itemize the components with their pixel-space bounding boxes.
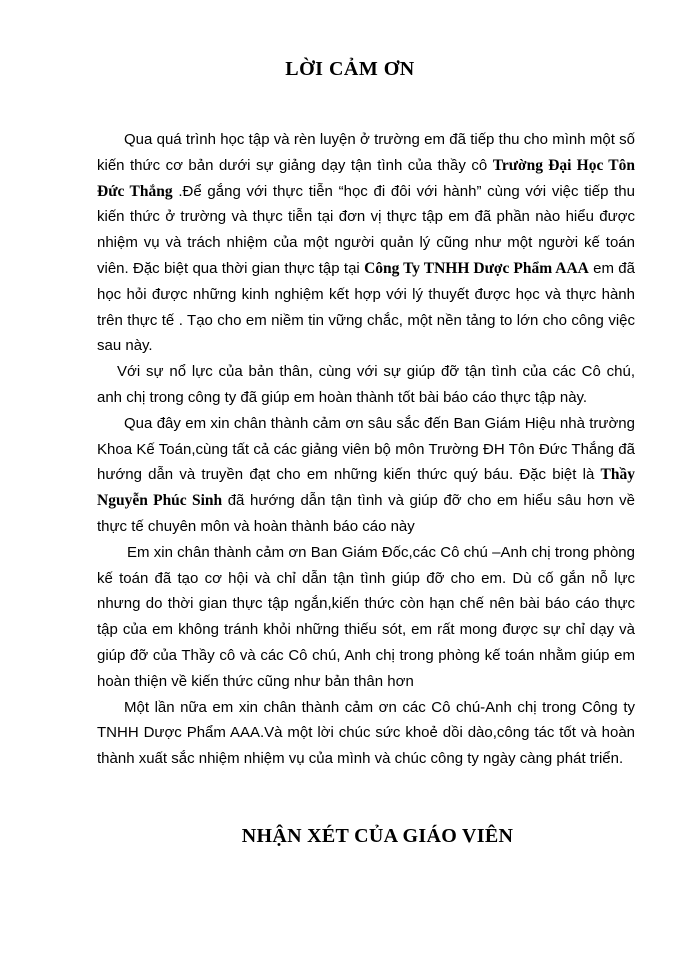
paragraph-3 bbox=[97, 411, 635, 540]
paragraph-1-text-3: em đã học hỏi được những kinh nghiệm kết hợp với lý thuyết được học và thực hành trên thực tế . Tạo cho em niềm tin vững chắc, một nền tảng to lớn cho công việc sau này. bbox=[97, 259, 635, 355]
paragraph-4-text: Em xin chân thành cảm ơn Ban Giám Đốc,các Cô chú –Anh chị trong phòng kế toán đã tạo cơ hội và chỉ dẫn tận tình giúp đỡ cho em. Dù cố gắn nỗ lực nhưng do thời gian thực tập ngắn,kiến thức còn hạn chế nên bài báo cáo thực tập của em không tránh khỏi những thiếu sót, em rất mong được sự chỉ dạy và giúp đỡ của Thầy cô và các Cô chú, Anh chị trong phòng kế toán nhằm giúp em hoàn thiện về kiến thức cũng như bản thân hơn bbox=[97, 543, 635, 690]
paragraph-3-text-1: Qua đây em xin chân thành cảm ơn sâu sắc đến Ban Giám Hiệu nhà trường Khoa Kế Toán,cùng tất cả các giảng viên bộ môn Trường ĐH Tôn Đức Thắng đã hướng dẫn và truyền đạt cho em những kiến thức quý báu. Đặc biệt là bbox=[97, 414, 635, 484]
paragraph-2-text: Với sự nổ lực của bản thân, cùng với sự giúp đỡ tận tình của các Cô chú, anh chị trong công ty đã giúp em hoàn thành tốt bài báo cáo thực tập này. bbox=[97, 363, 635, 406]
paragraph-1-text-2: .Để gắng với thực tiễn “học đi đôi với hành” cùng với việc tiếp thu kiến thức ở trường và thực tiễn tại đơn vị thực tập em đã phần nào hiểu được nhiệm vụ và trách nhiệm của một người quản lý cũng như một người kế toán viên. Đặc biệt qua thời gian thực tập tại bbox=[97, 182, 635, 277]
section-title-teacher-review: NHẬN XÉT CỦA GIÁO VIÊN bbox=[241, 825, 514, 847]
company-name: Công Ty TNHH Dược Phẩm AAA bbox=[364, 259, 589, 277]
paragraph-5 bbox=[97, 695, 635, 772]
university-name: Trường Đại Học Tôn Đức Thắng bbox=[97, 156, 636, 200]
paragraph-2 bbox=[97, 359, 635, 411]
teacher-name: Thầy Nguyễn Phúc Sinh bbox=[97, 466, 635, 510]
paragraph-3-text-2: đã hướng dẫn tận tình và giúp đỡ cho em hiểu sâu hơn về thực tế chuyên môn và hoàn thành báo cáo này bbox=[97, 492, 635, 535]
paragraph-4 bbox=[97, 540, 635, 695]
paragraph-1-text-1: Qua quá trình học tập và rèn luyện ở trường em đã tiếp thu cho mình một số kiến thức cơ bản dưới sự giảng dạy tận tình của thầy cô bbox=[97, 131, 635, 174]
paragraph-5-text: Một lần nữa em xin chân thành cảm ơn các Cô chú-Anh chị trong Công ty TNHH Dược Phẩm AAA.Và một lời chúc sức khoẻ dồi dào,công tác tốt và hoàn thành xuất sắc nhiệm nhiệm vụ của mình và chúc công ty ngày càng phát triển. bbox=[97, 698, 635, 768]
page-title: LỜI CẢM ƠN bbox=[285, 58, 415, 80]
acknowledgement-body bbox=[97, 127, 635, 772]
paragraph-1 bbox=[97, 127, 635, 359]
